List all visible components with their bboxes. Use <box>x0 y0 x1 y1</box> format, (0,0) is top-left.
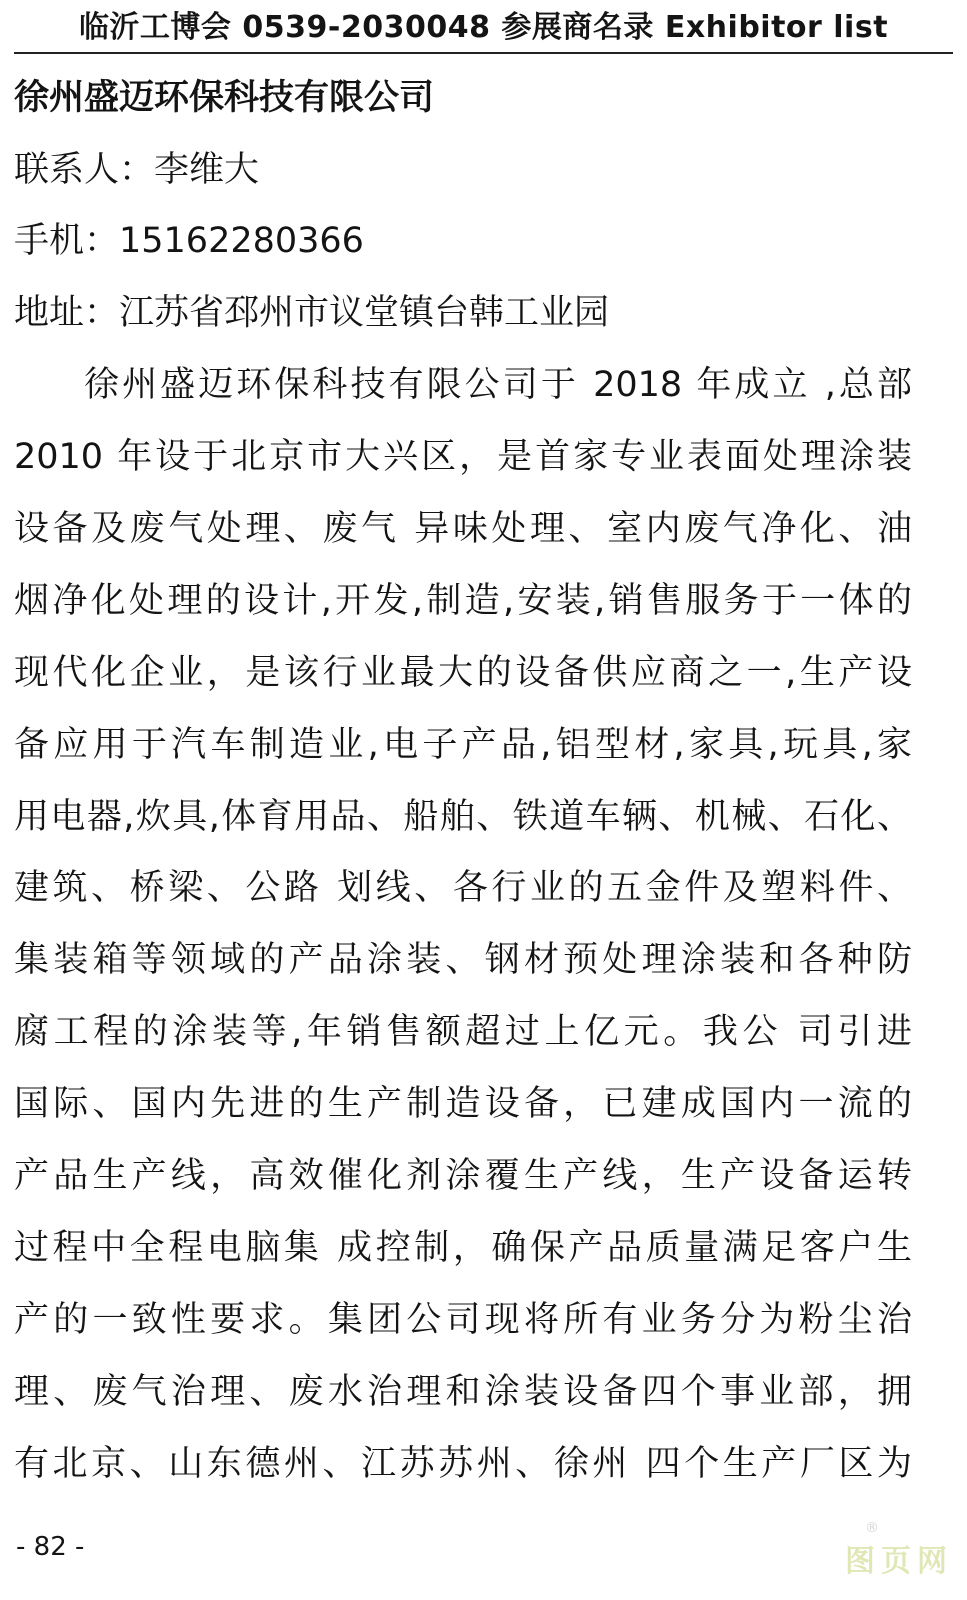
body-line: 建筑、桥梁、公路 划线、各行业的五金件及塑料件、 <box>14 868 912 908</box>
body-line: 有北京、山东德州、江苏苏州、徐州 四个生产厂区为 <box>14 1444 912 1484</box>
body-line: 产品生产线，高效催化剂涂覆生产线，生产设备运转 <box>14 1156 912 1196</box>
body-line: 过程中全程电脑集 成控制，确保产品质量满足客户生 <box>14 1228 912 1268</box>
body-line: 2010 年设于北京市大兴区，是首家专业表面处理涂装 <box>14 437 912 477</box>
body-line: 设备及废气处理、废气 异味处理、室内废气净化、油 <box>14 509 912 549</box>
header-divider <box>14 52 953 54</box>
contact-person: 联系人：李维大 <box>14 150 260 190</box>
body-line: 集装箱等领域的产品涂装、钢材预处理涂装和各种防 <box>14 940 912 980</box>
company-name: 徐州盛迈环保科技有限公司 <box>14 78 435 118</box>
body-line: 备应用于汽车制造业,电子产品,铝型材,家具,玩具,家 <box>14 725 912 765</box>
page-header: 临沂工博会 0539-2030048 参展商名录 Exhibitor list <box>78 10 889 45</box>
phone-number: 手机：15162280366 <box>14 221 364 261</box>
body-line: 徐州盛迈环保科技有限公司于 2018 年成立 ,总部 <box>84 365 912 405</box>
company-address: 地址：江苏省邳州市议堂镇台韩工业园 <box>14 293 610 333</box>
body-line: 理、废气治理、废水治理和涂装设备四个事业部，拥 <box>14 1372 912 1412</box>
page-number: - 82 - <box>16 1532 85 1562</box>
body-line: 烟净化处理的设计,开发,制造,安装,销售服务于一体的 <box>14 581 912 621</box>
registered-mark: ® <box>865 1520 879 1536</box>
watermark-text: 图页网 <box>845 1544 953 1579</box>
body-line: 现代化企业，是该行业最大的设备供应商之一,生产设 <box>14 653 912 693</box>
body-line: 腐工程的涂装等,年销售额超过上亿元。我公 司引进 <box>14 1012 912 1052</box>
body-line: 国际、国内先进的生产制造设备，已建成国内一流的 <box>14 1084 912 1124</box>
watermark-logo <box>813 1520 953 1580</box>
body-line: 产的一致性要求。集团公司现将所有业务分为粉尘治 <box>14 1300 912 1340</box>
body-line: 用电器,炊具,体育用品、船舶、铁道车辆、机械、石化、 <box>14 797 912 837</box>
